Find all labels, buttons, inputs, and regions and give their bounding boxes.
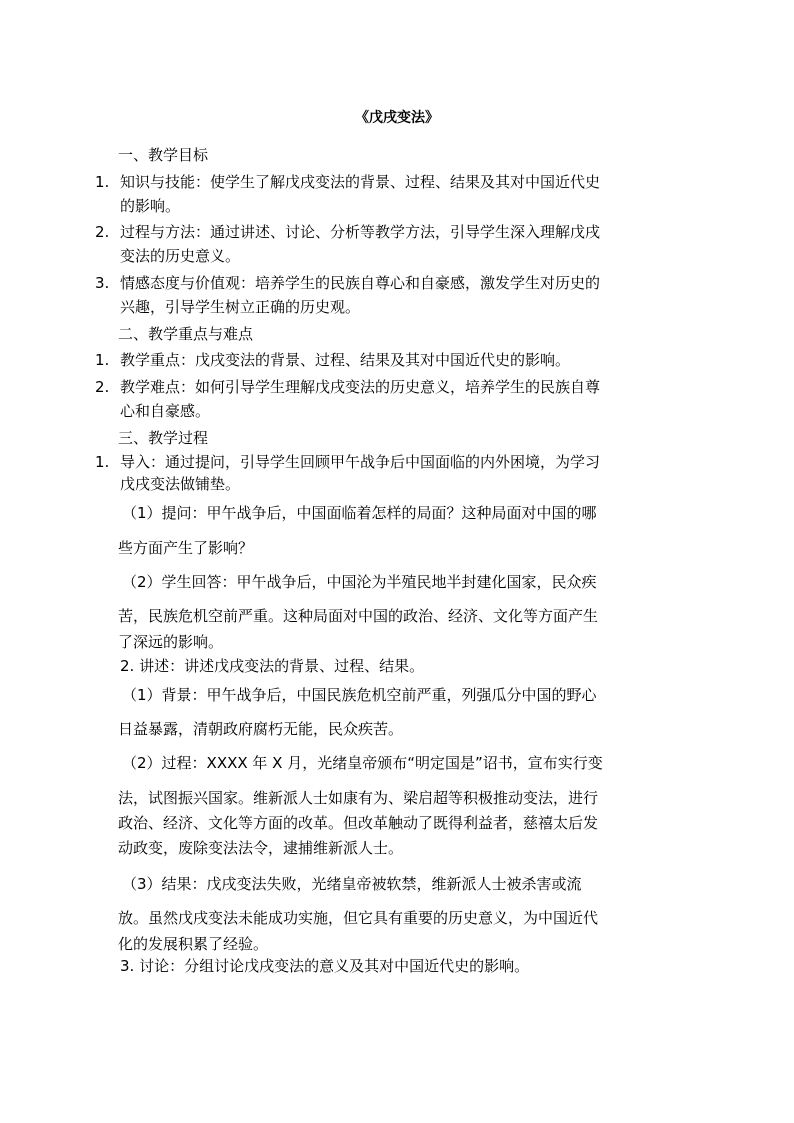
list-item-text: 教学重点：戊戌变法的背景、过程、结果及其对中国近代史的影响。 [120,351,571,369]
list-item-text: 导入：通过提问，引导学生回顾甲午战争后中国面临的内外困境，为学习 [120,453,601,471]
paragraph-line: （2）学生回答：甲午战争后，中国沦为半殖民地半封建化国家，民众疾 [122,573,597,591]
paragraph-line: （1）背景：甲午战争后，中国民族危机空前严重，列强瓜分中国的野心 [122,686,597,704]
list-item-text: 心和自豪感。 [120,402,211,420]
list-item-text: 变法的历史意义。 [120,247,241,265]
list-item-text: 的影响。 [120,197,181,215]
paragraph-line: 放。虽然戊戌变法未能成功实施，但它具有重要的历史意义，为中国近代 [118,909,599,927]
paragraph-line: 政治、经济、文化等方面的改革。但改革触动了既得利益者，慈禧太后发 [118,814,599,832]
paragraph-line: 日益暴露，清朝政府腐朽无能，民众疾苦。 [118,720,404,738]
list-number: 2. [95,378,110,396]
section-heading-key-points: 二、教学重点与难点 [118,325,254,343]
list-number: 1. [95,351,110,369]
section-heading-objectives: 一、教学目标 [118,146,209,164]
list-number: 1. [95,173,110,191]
paragraph-line: （3）结果：戊戌变法失败，光绪皇帝被软禁，维新派人士被杀害或流 [122,875,582,893]
paragraph-line: 些方面产生了影响？ [118,539,254,557]
paragraph-line: 动政变，废除变法法令，逮捕维新派人士。 [118,839,404,857]
list-item-text: 2. 讲述：讲述戊戌变法的背景、过程、结果。 [120,657,425,675]
paragraph-line: 苦，民族危机空前严重。这种局面对中国的政治、经济、文化等方面产生 [118,607,599,625]
list-number: 3. [95,274,110,292]
list-item-text: 兴趣，引导学生树立正确的历史观。 [120,298,361,316]
paragraph-line: 了深远的影响。 [118,633,224,651]
document-title: 《戊戌变法》 [355,110,439,126]
list-number: 2. [95,223,110,241]
paragraph-line: 化的发展积累了经验。 [118,935,269,953]
list-number: 1. [95,453,110,471]
list-item-text: 情感态度与价值观：培养学生的民族自尊心和自豪感，激发学生对历史的 [120,274,601,292]
paragraph-line: 法，试图振兴国家。维新派人士如康有为、梁启超等积极推动变法，进行 [118,789,599,807]
list-item-text: 过程与方法：通过讲述、讨论、分析等教学方法，引导学生深入理解戊戌 [120,223,601,241]
paragraph-line: （2）过程：XXXX 年 X 月，光绪皇帝颁布“明定国是”诏书，宣布实行变 [122,754,603,772]
list-item-text: 教学难点：如何引导学生理解戊戌变法的历史意义，培养学生的民族自尊 [120,378,601,396]
list-item-text: 3. 讨论：分组讨论戊戌变法的意义及其对中国近代史的影响。 [120,957,530,975]
section-heading-process: 三、教学过程 [118,429,209,447]
paragraph-line: （1）提问：甲午战争后，中国面临着怎样的局面？这种局面对中国的哪 [122,504,597,522]
list-item-text: 戊戌变法做铺垫。 [120,475,241,493]
list-item-text: 知识与技能：使学生了解戊戌变法的背景、过程、结果及其对中国近代史 [120,173,601,191]
